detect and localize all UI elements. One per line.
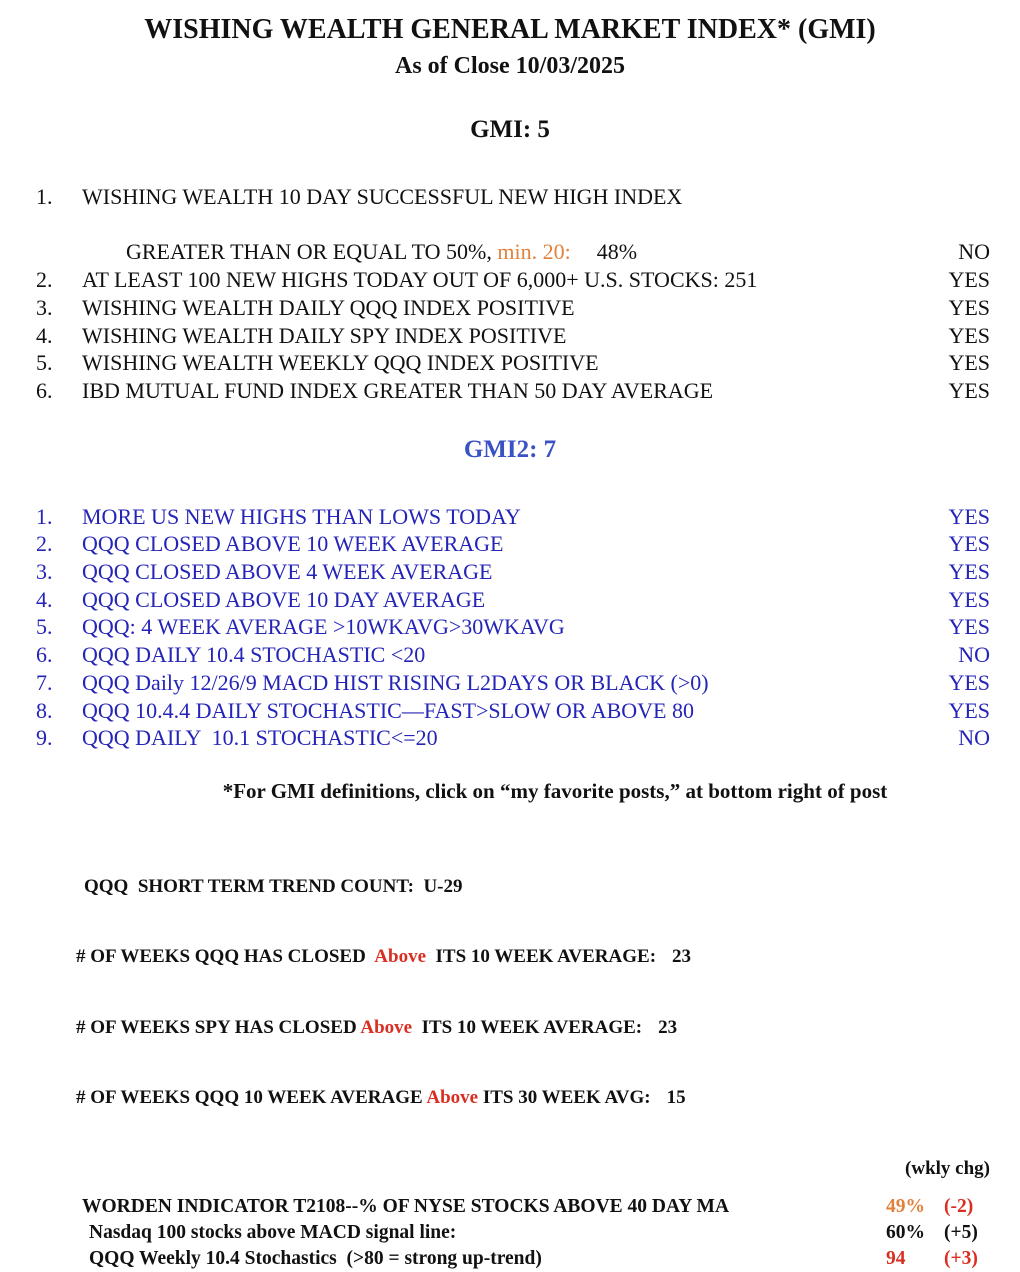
item-text: QQQ Daily 12/26/9 MACD HIST RISING L2DAYS OR BLACK (>0): [82, 669, 709, 695]
indicator-change: (+5): [944, 1222, 978, 1244]
wkly-chg-label: (wkly chg): [905, 1157, 990, 1179]
indicator-value: 49%: [886, 1196, 925, 1218]
gmi-item-4: [36, 322, 990, 350]
item-number: 6.: [36, 377, 53, 403]
item-text: QQQ DAILY 10.1 STOCHASTIC<=20: [82, 725, 438, 751]
item-answer: YES: [948, 697, 990, 723]
item-text: QQQ CLOSED ABOVE 10 WEEK AVERAGE: [82, 531, 504, 557]
item-answer: YES: [948, 669, 990, 695]
gmi2-item-9: [36, 724, 990, 752]
gmi-item-5: [36, 349, 990, 377]
item-number: 4.: [36, 322, 53, 348]
stat-value: 23: [658, 1016, 678, 1038]
item-answer: YES: [948, 322, 990, 348]
item-text: QQQ CLOSED ABOVE 10 DAY AVERAGE: [82, 586, 486, 612]
gmi-item-2: [36, 266, 990, 294]
item-number: 2.: [36, 267, 53, 293]
item-answer: YES: [948, 503, 990, 529]
item-line1: WISHING WEALTH 10 DAY SUCCESSFUL NEW HIGH INDEX: [82, 184, 683, 209]
item-line2-pre: GREATER THAN OR EQUAL TO 50%,: [126, 239, 498, 265]
gmi2-item-1: [36, 503, 990, 531]
report-date: As of Close 10/03/2025: [395, 53, 625, 79]
item-text: QQQ: 4 WEEK AVERAGE >10WKAVG>30WKAVG: [82, 614, 565, 640]
item-answer: YES: [948, 559, 990, 585]
above-highlight: Above: [426, 1087, 479, 1109]
indicator-change: (-2): [944, 1196, 974, 1218]
weeks-qqq10wk-above-30wk-line: # OF WEEKS QQQ 10 WEEK AVERAGE Above ITS 30 WEEK AVG: 15: [76, 1087, 686, 1109]
item-number: 8.: [36, 697, 53, 723]
item-text: WISHING WEALTH WEEKLY QQQ INDEX POSITIVE: [82, 350, 599, 376]
gmi-item-3: [36, 294, 990, 322]
gmi2-item-2: [36, 530, 990, 558]
item-text: IBD MUTUAL FUND INDEX GREATER THAN 50 DAY AVERAGE: [82, 377, 714, 403]
stat-value: 23: [672, 946, 692, 968]
page-title: WISHING WEALTH GENERAL MARKET INDEX* (GMI): [144, 14, 876, 45]
item-number: 3.: [36, 559, 53, 585]
item-number: 1.: [36, 503, 53, 529]
gmi2-score: GMI2: 7: [463, 435, 557, 463]
footnote: *For GMI definitions, click on “my favorite posts,” at bottom right of post: [222, 778, 888, 803]
weeks-spy-above-10wk-line: # OF WEEKS SPY HAS CLOSED Above ITS 10 WEEK AVERAGE: 23: [76, 1016, 678, 1038]
gmi2-list: [0, 503, 1020, 752]
trend-count-line: QQQ SHORT TERM TREND COUNT: U-29: [84, 875, 463, 897]
item-answer: YES: [948, 377, 990, 403]
indicator-label: WORDEN INDICATOR T2108--% OF NYSE STOCKS ABOVE 40 DAY MA: [82, 1196, 730, 1218]
item-number: 1.: [36, 184, 53, 209]
item-number: 6.: [36, 642, 53, 668]
gmi2-item-3: [36, 558, 990, 586]
indicators-block: [0, 1194, 1020, 1271]
stats-block: [0, 828, 1020, 1157]
indicator-value: 60%: [886, 1222, 925, 1244]
item-answer: YES: [948, 531, 990, 557]
item-answer: YES: [948, 294, 990, 320]
item-number: 9.: [36, 725, 53, 751]
item-answer: YES: [948, 614, 990, 640]
gmi-score: GMI: 5: [470, 116, 550, 143]
item-answer: YES: [948, 586, 990, 612]
item-text: QQQ DAILY 10.4 STOCHASTIC <20: [82, 642, 426, 668]
item-answer: YES: [948, 350, 990, 376]
item-answer: NO: [958, 239, 990, 265]
gmi2-item-5: [36, 613, 990, 641]
weeks-qqq-above-10wk-line: # OF WEEKS QQQ HAS CLOSED Above ITS 10 WEEK AVERAGE: 23: [76, 946, 692, 968]
item-text: WISHING WEALTH DAILY SPY INDEX POSITIVE: [82, 322, 567, 348]
gmi2-item-8: [36, 697, 990, 725]
indicator-value: 94: [886, 1247, 906, 1269]
item-number: 2.: [36, 531, 53, 557]
item-number: 3.: [36, 294, 53, 320]
gmi2-item-6: [36, 641, 990, 669]
gmi-item-6: [36, 377, 990, 405]
gmi2-item-4: [36, 586, 990, 614]
item-text: AT LEAST 100 NEW HIGHS TODAY OUT OF 6,000+ U.S. STOCKS: 251: [82, 267, 758, 293]
gmi-list: [0, 183, 1020, 405]
item-text: QQQ 10.4.4 DAILY STOCHASTIC—FAST>SLOW OR ABOVE 80: [82, 697, 694, 723]
gmi-item-1: [36, 183, 990, 266]
above-highlight: Above: [374, 946, 427, 968]
item-number: 5.: [36, 614, 53, 640]
indicator-label: QQQ Weekly 10.4 Stochastics (>80 = strong up-trend): [89, 1247, 542, 1269]
item-number: 5.: [36, 350, 53, 376]
stat-value: 15: [666, 1087, 686, 1109]
item-current-value: 48%: [596, 239, 638, 265]
item-text: WISHING WEALTH DAILY QQQ INDEX POSITIVE: [82, 294, 575, 320]
qqq-weekly-stochastics-row: [82, 1246, 992, 1272]
item-text: QQQ CLOSED ABOVE 4 WEEK AVERAGE: [82, 559, 493, 585]
gmi2-item-7: [36, 669, 990, 697]
item-answer: NO: [958, 642, 990, 668]
indicator-label: Nasdaq 100 stocks above MACD signal line:: [89, 1222, 457, 1244]
above-highlight: Above: [360, 1016, 413, 1038]
indicator-change: (+3): [944, 1247, 978, 1269]
item-answer: NO: [958, 725, 990, 751]
item-text: MORE US NEW HIGHS THAN LOWS TODAY: [82, 503, 521, 529]
worden-indicator-row: [82, 1194, 992, 1220]
item-number: 4.: [36, 586, 53, 612]
report-header: [0, 12, 1020, 85]
item-number: 7.: [36, 669, 53, 695]
item-answer: YES: [948, 267, 990, 293]
item-min-threshold: min. 20:: [497, 239, 571, 265]
item-text: [82, 183, 958, 266]
nasdaq-macd-row: [82, 1220, 992, 1246]
